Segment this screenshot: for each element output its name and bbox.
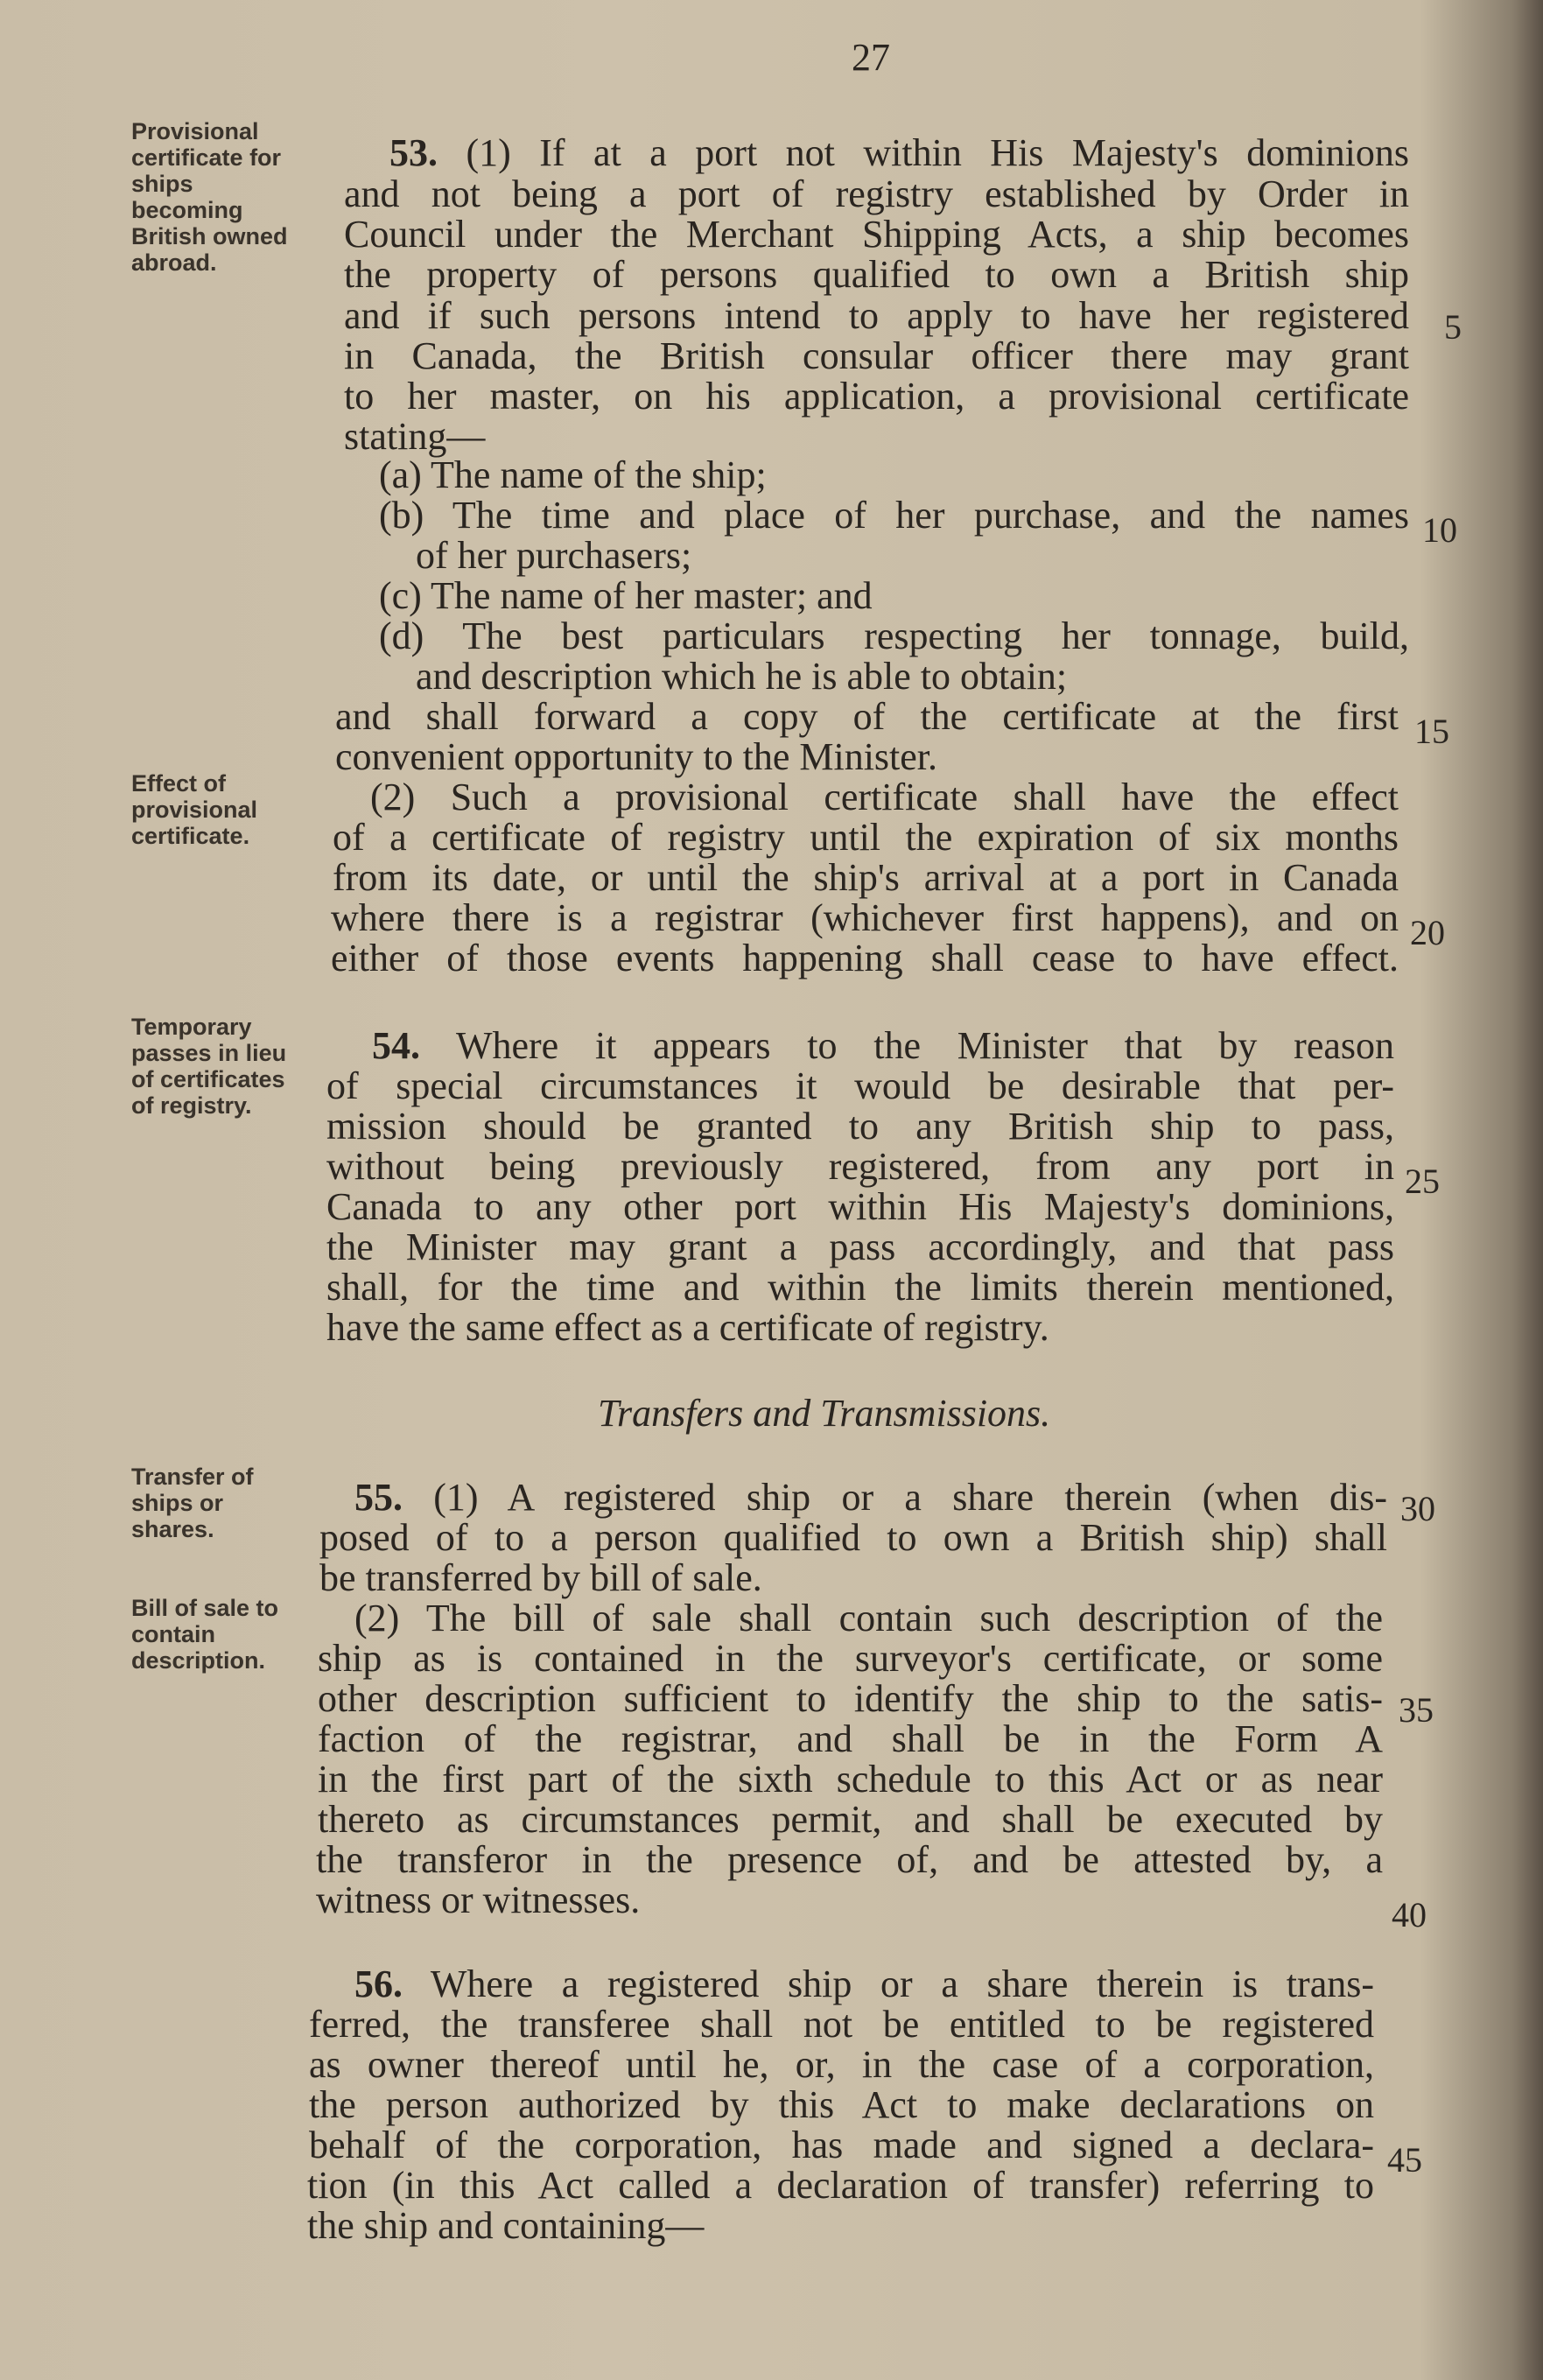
text-line: 55. (1) A registered ship or a share therein (when dis- [354,1476,1387,1519]
text-line: thereto as circumstances permit, and shall be executed by [318,1798,1383,1841]
text-line: 56. Where a registered ship or a share therein is trans- [354,1962,1374,2005]
line-number: 20 [1410,913,1445,952]
text-line: (d) The best particulars respecting her tonnage, build, [379,614,1409,657]
marginal-note: Provisional certificate for ships becoming British owned abroad. [131,118,288,276]
text-line: from its date, or until the ship's arrival at a port in Canada [333,856,1399,899]
marginal-note: Temporary passes in lieu of certificates of registry. [131,1014,287,1119]
text-line: and shall forward a copy of the certificate at the first [335,695,1399,738]
text-line: Canada to any other port within His Majesty's dominions, [326,1185,1394,1228]
marginal-note: Bill of sale to contain description. [131,1595,279,1674]
text-line: (b) The time and place of her purchase, and the names [379,494,1409,537]
section-number: 53. [389,131,438,174]
text-line: (2) The bill of sale shall contain such description of the [354,1597,1383,1639]
text-line: behalf of the corporation, has made and signed a declara- [309,2124,1374,2166]
text-line: (c) The name of her master; and [379,574,873,617]
line-number: 15 [1414,712,1449,751]
line-number: 35 [1399,1690,1434,1730]
line-number: 5 [1444,307,1462,347]
text-line: either of those events happening shall cease to have effect. [331,937,1399,979]
text-line: to her master, on his application, a provisional certificate [344,375,1409,418]
text-line: in Canada, the British consular officer there may grant [344,334,1409,377]
line-number: 45 [1387,2140,1422,2180]
marginal-note: Effect of provisional certificate. [131,770,258,849]
text-line: the person authorized by this Act to make declarations on [309,2083,1374,2126]
text-line: of her purchasers; [416,534,692,577]
text-line: the ship and containing— [307,2204,705,2247]
text-line: posed of to a person qualified to own a British ship) shall [319,1516,1387,1559]
line-number: 30 [1400,1489,1435,1528]
text-line: of a certificate of registry until the expiration of six months [333,816,1399,859]
text-line: in the first part of the sixth schedule to this Act or as near [318,1758,1383,1801]
text-line: mission should be granted to any British ship to pass, [326,1105,1394,1148]
text-line: and description which he is able to obtain; [416,655,1068,698]
text-line: the transferor in the presence of, and be attested by, a [316,1838,1383,1881]
text-line: (2) Such a provisional certificate shall have the effect [370,776,1399,818]
text-line: as owner thereof until he, or, in the case of a corporation, [309,2043,1374,2086]
text-line: convenient opportunity to the Minister. [335,735,938,778]
text-line: 54. Where it appears to the Minister that by reason [372,1024,1394,1067]
text-line: be transferred by bill of sale. [319,1556,762,1599]
line-number: 40 [1392,1895,1427,1934]
text-line: without being previously registered, from any port in [326,1145,1394,1188]
text-line: tion (in this Act called a declaration of transfer) referring to [307,2164,1374,2207]
text-line: (a) The name of the ship; [379,453,767,496]
page-number: 27 [852,36,890,79]
text-line: the Minister may grant a pass accordingly, and that pass [326,1225,1394,1268]
text-line: have the same effect as a certificate of registry. [326,1306,1049,1349]
text-line: and not being a port of registry established by Order in [344,172,1409,215]
text-line: witness or witnesses. [316,1878,641,1921]
text-line: 53. (1) If at a port not within His Majesty's dominions [389,131,1409,174]
text-line: and if such persons intend to apply to have her registered [344,294,1409,337]
text-line: ferred, the transferee shall not be entitled to be registered [309,2003,1374,2046]
text-line: stating— [344,415,486,458]
text-line: the property of persons qualified to own a British ship [344,253,1409,296]
section-heading: Transfers and Transmissions. [598,1392,1051,1435]
text-line: where there is a registrar (whichever first happens), and on [331,896,1399,939]
section-number: 54. [372,1024,420,1067]
text-line: shall, for the time and within the limits therein mentioned, [326,1266,1394,1309]
section-number: 55. [354,1476,403,1519]
text-line: of special circumstances it would be desirable that per- [326,1064,1394,1107]
line-number: 10 [1422,510,1457,550]
text-line: ship as is contained in the surveyor's certificate, or some [318,1637,1383,1680]
marginal-note: Transfer of ships or shares. [131,1464,254,1542]
line-number: 25 [1405,1162,1440,1201]
section-number: 56. [354,1962,403,2005]
text-line: other description sufficient to identify the ship to the satis- [318,1677,1383,1720]
text-line: faction of the registrar, and shall be in the Form A [318,1717,1383,1760]
text-line: Council under the Merchant Shipping Acts, a ship becomes [344,213,1409,256]
